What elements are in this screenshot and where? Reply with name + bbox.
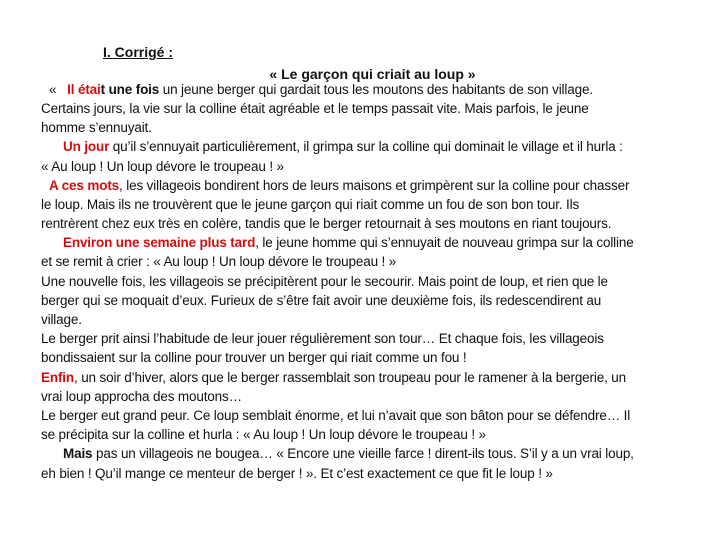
text-segment: homme s’ennuyait.	[41, 120, 152, 135]
highlighted-connector: A ces mots	[49, 178, 120, 193]
text-segment: , le jeune homme qui s’ennuyait de nouveau grimpa sur la colline	[255, 235, 634, 250]
text-line	[41, 159, 284, 174]
text-segment: se précipita sur la colline et hurla : « Au loup ! Un loup dévore le troupeau ! »	[41, 427, 486, 442]
text-segment: le loup. Mais ils ne trouvèrent que le jeune garçon qui riait comme un fou de son bon tour. Ils	[41, 197, 580, 212]
text-segment: qu’il s’ennuyait particulièrement, il grimpa sur la colline qui dominait le village et il hurla :	[109, 139, 623, 154]
text-line	[41, 408, 630, 423]
text-segment: et se remit à crier : « Au loup ! Un loup dévore le troupeau ! »	[41, 254, 397, 269]
bold-text: t une fois	[100, 82, 160, 97]
text-line	[49, 82, 593, 97]
text-line	[41, 389, 242, 404]
text-line	[41, 312, 82, 327]
text-segment: Le berger eut grand peur. Ce loup semblait énorme, et lui n’avait que son bâton pour se défendre… Il	[41, 408, 631, 423]
text-segment: berger qui se moquait d’eux. Furieux de s’être fait avoir une deuxième fois, ils redescendirent au	[41, 293, 602, 308]
text-segment: eh bien ! Qu’il mange ce menteur de berger ! ». Et c’est exactement ce que fit le loup ! »	[41, 466, 553, 481]
text-segment: pas un villageois ne bougea… « Encore une vieille farce ! dirent-ils tous. S’il y a un vrai loup,	[92, 446, 634, 461]
highlighted-connector: Enfin	[41, 370, 74, 385]
story-title: « Le garçon qui criait au loup »	[269, 66, 476, 82]
text-segment: vrai loup approcha des moutons…	[41, 389, 242, 404]
text-line	[41, 216, 611, 231]
text-segment: Une nouvelle fois, les villageois se précipitèrent pour le secourir. Mais point de loup, et rien que le	[41, 274, 608, 289]
text-line	[41, 331, 604, 346]
text-segment: , un soir d’hiver, alors que le berger rassemblait son troupeau pour le ramener à la bergerie, un	[74, 370, 627, 385]
text-line	[41, 350, 466, 365]
text-line	[41, 427, 486, 442]
bold-text: Mais	[63, 446, 93, 461]
text-line	[41, 101, 589, 116]
text-segment: Certains jours, la vie sur la colline était agréable et le temps passait vite. Mais parfois, le jeune	[41, 101, 589, 116]
text-line	[41, 120, 152, 135]
section-heading: I. Corrigé :	[103, 44, 174, 60]
text-line	[41, 293, 601, 308]
text-segment: « Au loup ! Un loup dévore le troupeau ! »	[41, 159, 284, 174]
text-line	[63, 235, 634, 250]
text-line	[41, 274, 608, 289]
text-line	[41, 466, 553, 481]
text-line	[41, 197, 579, 212]
text-line	[41, 370, 626, 385]
text-segment: rentrèrent chez eux très en colère, tandis que le berger retournait à ses moutons en riant toujours.	[41, 216, 612, 231]
text-segment: un jeune berger qui gardait tous les moutons des habitants de son village.	[159, 82, 593, 97]
highlighted-connector: Il étai	[67, 82, 101, 97]
highlighted-connector: Environ une semaine plus tard	[63, 235, 256, 250]
text-line	[63, 139, 623, 154]
text-segment: bondissaient sur la colline pour trouver un berger qui riait comme un fou !	[41, 350, 467, 365]
text-line	[41, 254, 396, 269]
text-line	[63, 446, 634, 461]
text-segment: Le berger prit ainsi l’habitude de leur jouer régulièrement son tour… Et chaque fois, les villageois	[41, 331, 604, 346]
text-segment: «	[49, 82, 68, 97]
text-line	[49, 178, 629, 193]
highlighted-connector: Un jour	[63, 139, 110, 154]
text-segment: village.	[41, 312, 82, 327]
text-segment: , les villageois bondirent hors de leurs maisons et grimpèrent sur la colline pour chasser	[119, 178, 630, 193]
